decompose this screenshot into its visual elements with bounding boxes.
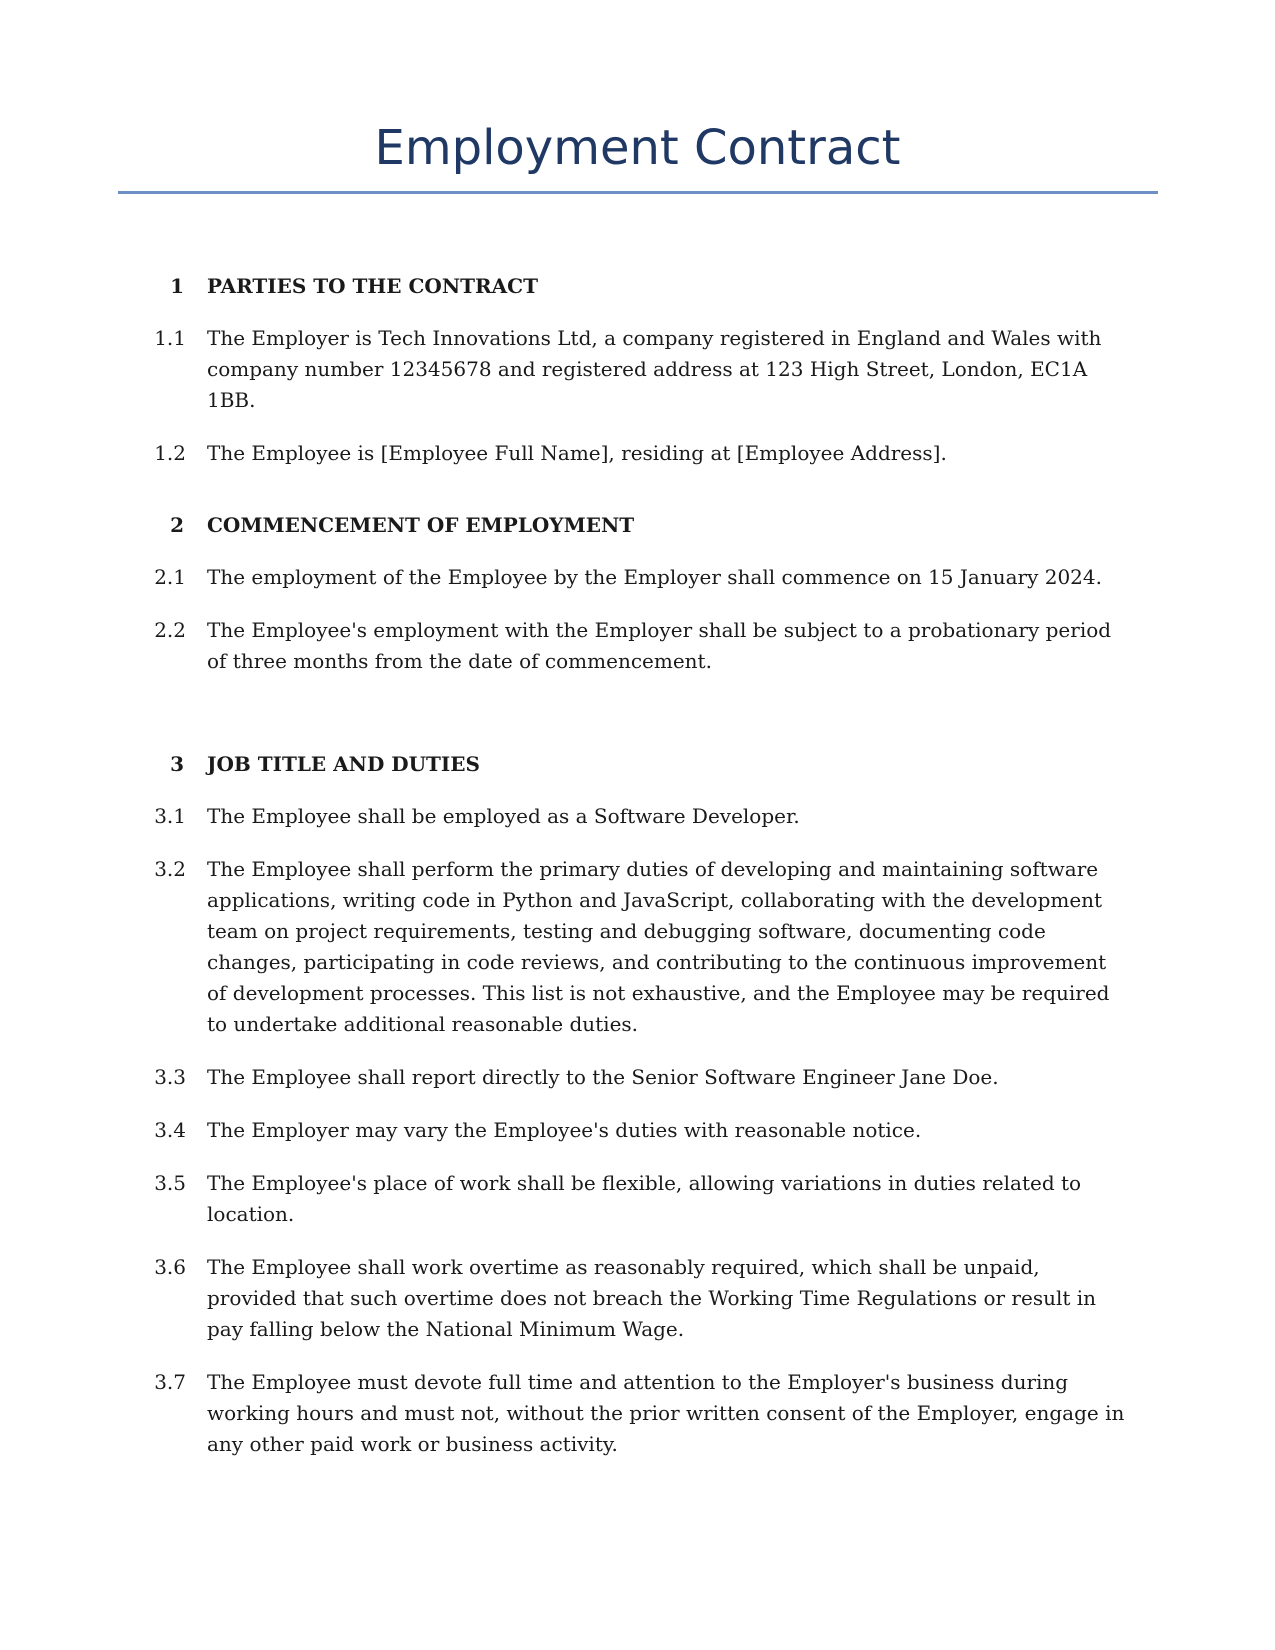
clause (0, 1168, 1275, 1230)
section-number: 1 (170, 274, 184, 298)
clause-text: The Employee is [Employee Full Name], residing at [Employee Address]. (207, 441, 947, 465)
clause-number: 3.4 (154, 1118, 186, 1142)
clause-number: 3.1 (154, 804, 186, 828)
clause (0, 323, 1275, 416)
clause-text: The Employer may vary the Employee's duties with reasonable notice. (207, 1118, 922, 1142)
title-underline (118, 191, 1158, 194)
clause-number: 3.6 (154, 1255, 186, 1279)
clause (0, 854, 1275, 1040)
clause-text: The Employee shall work overtime as reasonably required, which shall be unpaid, provided that such overtime does not breach the Working Time Regulations or result in pay falling below the National Minimum Wage. (207, 1255, 1097, 1341)
clause-number: 3.2 (154, 857, 186, 881)
clause-number: 2.1 (154, 565, 186, 589)
clause (0, 1062, 1275, 1093)
clause-text: The Employee shall report directly to the Senior Software Engineer Jane Doe. (207, 1065, 999, 1089)
clause (0, 801, 1275, 832)
clause-number: 2.2 (154, 618, 186, 642)
clause (0, 438, 1275, 469)
clause-text: The Employee's place of work shall be flexible, allowing variations in duties related to location. (207, 1171, 1082, 1226)
clause-text: The employment of the Employee by the Employer shall commence on 15 January 2024. (207, 565, 1102, 589)
clause (0, 1252, 1275, 1345)
document-title: Employment Contract (374, 120, 901, 176)
clause-text: The Employee's employment with the Employer shall be subject to a probationary period of three months from the date of commencement. (207, 618, 1112, 673)
clause-text: The Employee shall perform the primary duties of developing and maintaining software applications, writing code in Python and JavaScript, collaborating with the development team on project requirements, testing and debugging software, documenting code changes, participating in code reviews, and contributing to the continuous improvement of development processes. This list is not exhaustive, and the Employee may be required to undertake additional reasonable duties. (207, 857, 1110, 1036)
clause-number: 3.5 (154, 1171, 186, 1195)
clause (0, 1115, 1275, 1146)
section-heading (0, 749, 1275, 779)
section-title: JOB TITLE AND DUTIES (207, 752, 480, 776)
clause (0, 615, 1275, 677)
section-heading (0, 271, 1275, 301)
clause-number: 1.1 (154, 326, 186, 350)
section-number: 3 (170, 752, 184, 776)
clause-text: The Employer is Tech Innovations Ltd, a company registered in England and Wales with company number 12345678 and registered address at 123 High Street, London, EC1A 1BB. (207, 326, 1102, 412)
clause-number: 1.2 (154, 441, 186, 465)
section-heading (0, 510, 1275, 540)
clause-text: The Employee shall be employed as a Software Developer. (207, 804, 800, 828)
section-title: PARTIES TO THE CONTRACT (207, 274, 538, 298)
clause-number: 3.7 (154, 1370, 186, 1394)
section-commencement (0, 510, 1275, 677)
section-title: COMMENCEMENT OF EMPLOYMENT (207, 513, 635, 537)
section-number: 2 (170, 513, 184, 537)
clause-number: 3.3 (154, 1065, 186, 1089)
clause (0, 1367, 1275, 1460)
section-job-title-duties (0, 749, 1275, 1460)
clause (0, 562, 1275, 593)
clause-text: The Employee must devote full time and attention to the Employer's business during working hours and must not, without the prior written consent of the Employer, engage in any other paid work or business activity. (207, 1370, 1125, 1456)
section-parties (0, 271, 1275, 469)
